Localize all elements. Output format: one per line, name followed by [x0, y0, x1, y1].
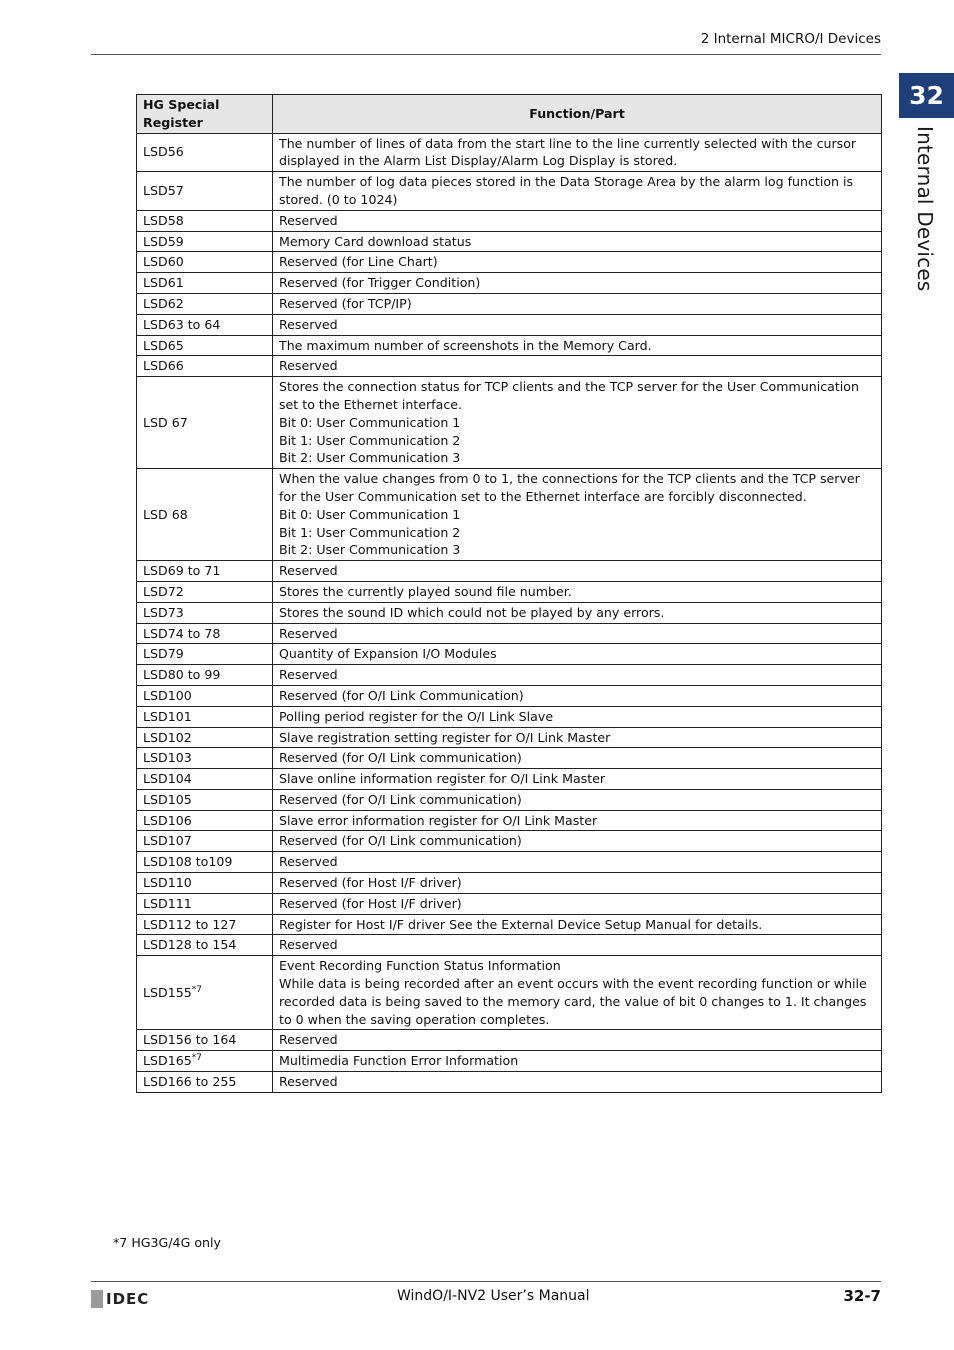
function-cell	[273, 1072, 882, 1093]
function-text: Reserved	[279, 358, 338, 374]
page-number: 32-7	[843, 1287, 881, 1305]
table-row	[137, 1030, 882, 1051]
register-cell	[137, 852, 273, 873]
table-row	[137, 914, 882, 935]
table-row	[137, 377, 882, 469]
function-text: Reserved	[279, 1032, 338, 1048]
function-cell	[273, 956, 882, 1030]
function-text: The number of lines of data from the start line to the line currently selected with the cursor displayed in the Alarm List Display/Alarm Log Display is stored.	[279, 135, 857, 169]
register-cell	[137, 623, 273, 644]
function-text: Reserved (for O/I Link communication)	[279, 750, 522, 766]
function-text: Reserved (for Line Chart)	[279, 254, 438, 270]
function-cell	[273, 1030, 882, 1051]
register-cell	[137, 252, 273, 273]
register-cell	[137, 602, 273, 623]
register-name: LSD165	[143, 1053, 192, 1069]
table-row	[137, 252, 882, 273]
table-row	[137, 685, 882, 706]
table-row	[137, 561, 882, 582]
function-text: Event Recording Function Status Information	[279, 958, 561, 974]
table-row	[137, 789, 882, 810]
chapter-side-label: Internal Devices	[913, 126, 937, 292]
register-name: LSD57	[143, 183, 184, 199]
function-text: Bit 2: User Communication 3	[279, 450, 461, 466]
function-cell	[273, 665, 882, 686]
register-cell	[137, 335, 273, 356]
function-cell	[273, 623, 882, 644]
table-row	[137, 810, 882, 831]
column-header-function: Function/Part	[273, 95, 882, 134]
function-text: Reserved	[279, 937, 338, 953]
register-name: LSD108 to109	[143, 854, 233, 870]
function-text: The number of log data pieces stored in the Data Storage Area by the alarm log function is stored. (0 to 1024)	[279, 174, 854, 207]
table-header-row	[137, 95, 882, 134]
function-cell	[273, 356, 882, 377]
register-cell	[137, 769, 273, 790]
function-text: Reserved (for O/I Link Communication)	[279, 687, 524, 703]
function-cell	[273, 172, 882, 211]
register-name: LSD 68	[143, 506, 188, 522]
register-cell	[137, 293, 273, 314]
footnote-marker: *7	[191, 1053, 202, 1064]
function-cell	[273, 706, 882, 727]
table-row	[137, 273, 882, 294]
register-name: LSD59	[143, 233, 184, 249]
register-cell	[137, 314, 273, 335]
table-row	[137, 727, 882, 748]
register-cell	[137, 685, 273, 706]
table-row	[137, 335, 882, 356]
register-cell	[137, 810, 273, 831]
table-row	[137, 210, 882, 231]
function-cell	[273, 469, 882, 561]
idec-logo	[91, 1290, 149, 1308]
table-row	[137, 356, 882, 377]
register-name: LSD112 to 127	[143, 916, 237, 932]
register-cell	[137, 1072, 273, 1093]
function-cell	[273, 852, 882, 873]
register-name: LSD66	[143, 358, 184, 374]
function-cell	[273, 293, 882, 314]
register-name: LSD79	[143, 646, 184, 662]
table-row	[137, 852, 882, 873]
table-row	[137, 769, 882, 790]
table-row	[137, 831, 882, 852]
register-name: LSD72	[143, 583, 184, 599]
function-text: Reserved (for Host I/F driver)	[279, 875, 462, 891]
special-register-table	[136, 94, 882, 1093]
function-cell	[273, 685, 882, 706]
register-name: LSD73	[143, 604, 184, 620]
register-cell	[137, 210, 273, 231]
function-cell	[273, 314, 882, 335]
register-name: LSD107	[143, 833, 192, 849]
register-cell	[137, 914, 273, 935]
table-row	[137, 873, 882, 894]
function-cell	[273, 252, 882, 273]
function-cell	[273, 873, 882, 894]
register-name: LSD65	[143, 337, 184, 353]
register-name: LSD60	[143, 254, 184, 270]
register-name: LSD80 to 99	[143, 667, 221, 683]
function-cell	[273, 748, 882, 769]
table-row	[137, 644, 882, 665]
function-text: Multimedia Function Error Information	[279, 1053, 519, 1069]
register-name: LSD155	[143, 984, 192, 1000]
register-cell	[137, 1030, 273, 1051]
register-name: LSD58	[143, 212, 184, 228]
function-cell	[273, 377, 882, 469]
register-name: LSD156 to 164	[143, 1032, 237, 1048]
function-text: Quantity of Expansion I/O Modules	[279, 646, 497, 662]
chapter-tab[interactable]	[899, 73, 954, 118]
function-cell	[273, 561, 882, 582]
function-cell	[273, 231, 882, 252]
register-name: LSD104	[143, 771, 192, 787]
function-text: Memory Card download status	[279, 233, 472, 249]
footer-divider	[91, 1281, 881, 1282]
register-name: LSD105	[143, 791, 192, 807]
function-text: Reserved	[279, 1074, 338, 1090]
header-divider	[91, 54, 881, 55]
register-cell	[137, 231, 273, 252]
register-cell	[137, 133, 273, 172]
function-text: Reserved (for TCP/IP)	[279, 295, 412, 311]
function-text: While data is being recorded after an event occurs with the event recording function or while recorded data is being saved to the memory card, the value of bit 0 changes to 1. It changes to 0 when the saving operation completes.	[279, 976, 867, 1027]
logo-text: IDEC	[106, 1290, 150, 1308]
register-cell	[137, 748, 273, 769]
function-cell	[273, 935, 882, 956]
logo-mark-icon	[91, 1290, 103, 1308]
table-row	[137, 602, 882, 623]
function-cell	[273, 810, 882, 831]
register-name: LSD69 to 71	[143, 563, 221, 579]
column-header-register: HG Special Register	[137, 95, 273, 134]
register-cell	[137, 273, 273, 294]
register-cell	[137, 706, 273, 727]
function-text: Reserved (for Host I/F driver)	[279, 895, 462, 911]
register-name: LSD128 to 154	[143, 937, 237, 953]
function-text: Reserved (for O/I Link communication)	[279, 791, 522, 807]
function-cell	[273, 789, 882, 810]
table-row	[137, 665, 882, 686]
register-name: LSD166 to 255	[143, 1074, 237, 1090]
function-text: Bit 1: User Communication 2	[279, 432, 461, 448]
table-row	[137, 1072, 882, 1093]
section-title: 2 Internal MICRO/I Devices	[700, 31, 881, 47]
register-name: LSD110	[143, 875, 192, 891]
table-row	[137, 314, 882, 335]
register-cell	[137, 172, 273, 211]
function-cell	[273, 581, 882, 602]
register-name: LSD106	[143, 812, 192, 828]
register-cell	[137, 561, 273, 582]
register-name: LSD101	[143, 708, 192, 724]
function-text: Bit 0: User Communication 1	[279, 506, 461, 522]
table-row	[137, 935, 882, 956]
register-cell	[137, 665, 273, 686]
function-cell	[273, 335, 882, 356]
table-row	[137, 133, 882, 172]
function-text: Slave error information register for O/I Link Master	[279, 812, 598, 828]
function-text: The maximum number of screenshots in the Memory Card.	[279, 337, 652, 353]
function-cell	[273, 769, 882, 790]
function-cell	[273, 133, 882, 172]
footnote: *7 HG3G/4G only	[113, 1235, 221, 1250]
table-row	[137, 1051, 882, 1072]
table-row	[137, 469, 882, 561]
register-name: LSD74 to 78	[143, 625, 221, 641]
function-text: Reserved (for Trigger Condition)	[279, 275, 481, 291]
register-name: LSD100	[143, 687, 192, 703]
function-text: Slave online information register for O/I Link Master	[279, 771, 606, 787]
chapter-number: 32	[909, 81, 944, 110]
function-cell	[273, 831, 882, 852]
function-text: Reserved	[279, 212, 338, 228]
function-text: Polling period register for the O/I Link Slave	[279, 708, 554, 724]
register-cell	[137, 581, 273, 602]
register-cell	[137, 789, 273, 810]
register-cell	[137, 956, 273, 1030]
function-text: Stores the currently played sound file number.	[279, 583, 572, 599]
function-cell	[273, 273, 882, 294]
register-cell	[137, 893, 273, 914]
function-cell	[273, 210, 882, 231]
register-name: LSD102	[143, 729, 192, 745]
function-text: Reserved	[279, 316, 338, 332]
register-cell	[137, 377, 273, 469]
register-name: LSD63 to 64	[143, 316, 221, 332]
table-body	[137, 133, 882, 1092]
register-cell	[137, 1051, 273, 1072]
function-text: Register for Host I/F driver See the External Device Setup Manual for details.	[279, 916, 763, 932]
register-cell	[137, 356, 273, 377]
function-cell	[273, 1051, 882, 1072]
function-text: When the value changes from 0 to 1, the connections for the TCP clients and the TCP server for the User Communication set to the Ethernet interface are forcibly disconnected.	[279, 471, 860, 504]
table-row	[137, 706, 882, 727]
register-name: LSD61	[143, 275, 184, 291]
register-name: LSD103	[143, 750, 192, 766]
function-text: Stores the connection status for TCP clients and the TCP server for the User Communication set to the Ethernet interface.	[279, 379, 859, 412]
manual-title: WindO/I-NV2 User’s Manual	[397, 1288, 590, 1304]
register-name: LSD111	[143, 895, 192, 911]
register-cell	[137, 873, 273, 894]
register-name: LSD56	[143, 144, 184, 160]
function-text: Stores the sound ID which could not be played by any errors.	[279, 604, 665, 620]
function-cell	[273, 644, 882, 665]
function-cell	[273, 893, 882, 914]
footnote-marker: *7	[191, 984, 202, 995]
function-cell	[273, 914, 882, 935]
function-cell	[273, 602, 882, 623]
table-row	[137, 293, 882, 314]
table-row	[137, 231, 882, 252]
register-name: LSD 67	[143, 414, 188, 430]
function-text: Slave registration setting register for O/I Link Master	[279, 729, 611, 745]
table-row	[137, 893, 882, 914]
function-text: Reserved	[279, 563, 338, 579]
table-row	[137, 748, 882, 769]
register-cell	[137, 935, 273, 956]
register-cell	[137, 727, 273, 748]
function-text: Reserved	[279, 854, 338, 870]
register-cell	[137, 469, 273, 561]
table-row	[137, 623, 882, 644]
register-name: LSD62	[143, 295, 184, 311]
register-cell	[137, 644, 273, 665]
register-cell	[137, 831, 273, 852]
table-row	[137, 956, 882, 1030]
function-text: Reserved	[279, 667, 338, 683]
function-cell	[273, 727, 882, 748]
function-text: Bit 0: User Communication 1	[279, 414, 461, 430]
table-row	[137, 581, 882, 602]
function-text: Reserved	[279, 625, 338, 641]
table-row	[137, 172, 882, 211]
function-text: Bit 2: User Communication 3	[279, 542, 461, 558]
function-text: Reserved (for O/I Link communication)	[279, 833, 522, 849]
function-text: Bit 1: User Communication 2	[279, 524, 461, 540]
